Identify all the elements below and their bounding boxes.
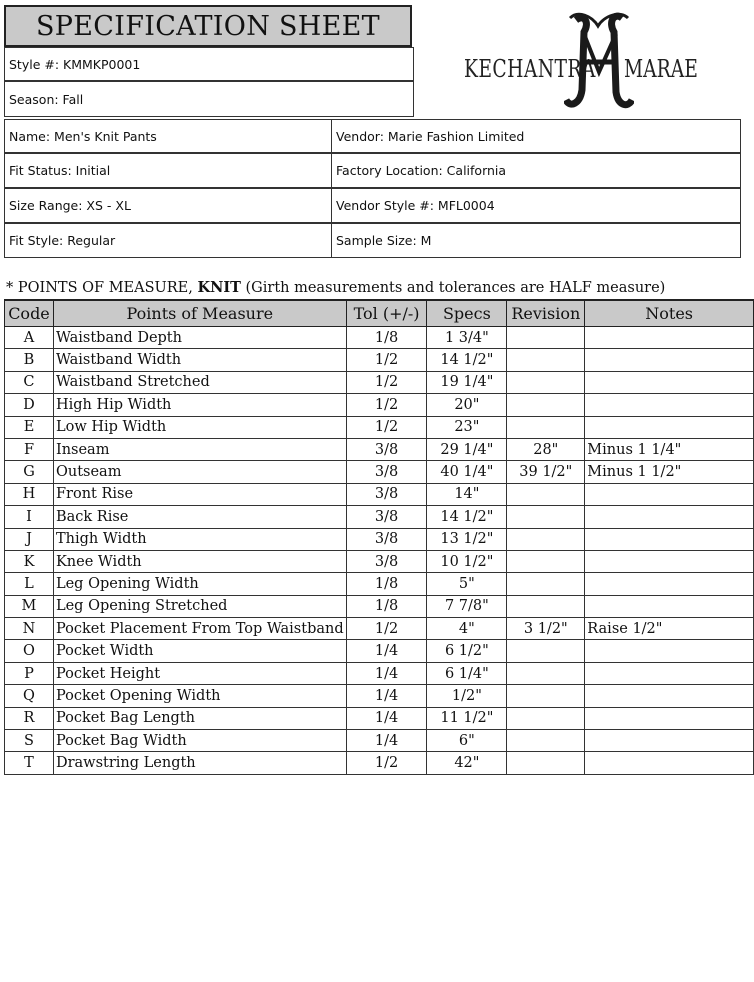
cell-tol: 1/4 bbox=[346, 707, 427, 729]
table-row bbox=[5, 327, 754, 349]
cell-code: K bbox=[5, 550, 54, 572]
fit-status: Fit Status: Initial bbox=[4, 153, 332, 188]
sample-size: Sample Size: M bbox=[331, 223, 741, 258]
brand-logo bbox=[452, 10, 732, 110]
pom-heading-bold: KNIT bbox=[197, 279, 241, 296]
cell-tol: 1/2 bbox=[346, 752, 427, 774]
cell-pom: Drawstring Length bbox=[53, 752, 346, 774]
cell-specs: 6 1/2" bbox=[427, 640, 507, 662]
table-row bbox=[5, 371, 754, 393]
cell-revision bbox=[507, 349, 585, 371]
cell-tol: 3/8 bbox=[346, 550, 427, 572]
header-specs: Specs bbox=[427, 300, 507, 327]
table-row bbox=[5, 640, 754, 662]
table-row bbox=[5, 752, 754, 774]
cell-code: A bbox=[5, 327, 54, 349]
cell-tol: 1/8 bbox=[346, 573, 427, 595]
cell-revision bbox=[507, 662, 585, 684]
cell-notes bbox=[585, 327, 754, 349]
cell-tol: 1/8 bbox=[346, 595, 427, 617]
cell-code: T bbox=[5, 752, 54, 774]
cell-notes bbox=[585, 685, 754, 707]
cell-revision bbox=[507, 506, 585, 528]
cell-specs: 14 1/2" bbox=[427, 349, 507, 371]
cell-tol: 3/8 bbox=[346, 528, 427, 550]
cell-pom: Pocket Width bbox=[53, 640, 346, 662]
cell-notes bbox=[585, 752, 754, 774]
table-row bbox=[5, 707, 754, 729]
cell-pom: Inseam bbox=[53, 438, 346, 460]
cell-code: I bbox=[5, 506, 54, 528]
cell-pom: Pocket Opening Width bbox=[53, 685, 346, 707]
cell-code: P bbox=[5, 662, 54, 684]
cell-tol: 1/2 bbox=[346, 371, 427, 393]
logo-right-text: MARAE bbox=[624, 55, 698, 83]
cell-code: E bbox=[5, 416, 54, 438]
cell-notes bbox=[585, 640, 754, 662]
cell-revision bbox=[507, 483, 585, 505]
cell-specs: 42" bbox=[427, 752, 507, 774]
cell-pom: Knee Width bbox=[53, 550, 346, 572]
product-name: Name: Men's Knit Pants bbox=[4, 119, 332, 153]
cell-notes: Minus 1 1/4" bbox=[585, 438, 754, 460]
cell-revision bbox=[507, 371, 585, 393]
style-number: Style #: KMMKP0001 bbox=[4, 47, 414, 81]
cell-pom: Thigh Width bbox=[53, 528, 346, 550]
cell-tol: 1/8 bbox=[346, 327, 427, 349]
cell-revision bbox=[507, 730, 585, 752]
cell-code: Q bbox=[5, 685, 54, 707]
cell-notes bbox=[585, 371, 754, 393]
season: Season: Fall bbox=[4, 81, 414, 117]
cell-specs: 14" bbox=[427, 483, 507, 505]
cell-notes bbox=[585, 483, 754, 505]
cell-code: G bbox=[5, 461, 54, 483]
cell-tol: 1/4 bbox=[346, 730, 427, 752]
cell-code: O bbox=[5, 640, 54, 662]
cell-pom: Pocket Bag Width bbox=[53, 730, 346, 752]
cell-notes bbox=[585, 707, 754, 729]
table-row bbox=[5, 662, 754, 684]
cell-notes bbox=[585, 528, 754, 550]
pom-table-body bbox=[5, 327, 754, 775]
points-of-measure-table bbox=[4, 299, 754, 775]
cell-tol: 3/8 bbox=[346, 438, 427, 460]
cell-specs: 6" bbox=[427, 730, 507, 752]
cell-specs: 10 1/2" bbox=[427, 550, 507, 572]
cell-revision bbox=[507, 685, 585, 707]
cell-revision bbox=[507, 394, 585, 416]
cell-pom: Waistband Depth bbox=[53, 327, 346, 349]
cell-pom: Pocket Bag Length bbox=[53, 707, 346, 729]
cell-specs: 14 1/2" bbox=[427, 506, 507, 528]
table-row bbox=[5, 595, 754, 617]
header-revision: Revision bbox=[507, 300, 585, 327]
cell-notes bbox=[585, 394, 754, 416]
header-notes: Notes bbox=[585, 300, 754, 327]
cell-tol: 1/4 bbox=[346, 685, 427, 707]
cell-notes bbox=[585, 730, 754, 752]
cell-pom: Leg Opening Width bbox=[53, 573, 346, 595]
cell-tol: 1/2 bbox=[346, 349, 427, 371]
cell-revision bbox=[507, 707, 585, 729]
cell-specs: 23" bbox=[427, 416, 507, 438]
cell-specs: 19 1/4" bbox=[427, 371, 507, 393]
cell-notes bbox=[585, 349, 754, 371]
table-row bbox=[5, 506, 754, 528]
cell-specs: 1/2" bbox=[427, 685, 507, 707]
header-code: Code bbox=[5, 300, 54, 327]
cell-specs: 5" bbox=[427, 573, 507, 595]
table-row bbox=[5, 685, 754, 707]
cell-notes bbox=[585, 573, 754, 595]
cell-code: J bbox=[5, 528, 54, 550]
cell-code: F bbox=[5, 438, 54, 460]
cell-revision: 39 1/2" bbox=[507, 461, 585, 483]
cell-revision bbox=[507, 550, 585, 572]
cell-code: H bbox=[5, 483, 54, 505]
cell-tol: 3/8 bbox=[346, 483, 427, 505]
cell-code: M bbox=[5, 595, 54, 617]
cell-pom: Waistband Width bbox=[53, 349, 346, 371]
pom-heading-suffix: (Girth measurements and tolerances are HALF measure) bbox=[240, 280, 666, 296]
cell-revision: 28" bbox=[507, 438, 585, 460]
cell-specs: 29 1/4" bbox=[427, 438, 507, 460]
cell-code: C bbox=[5, 371, 54, 393]
cell-tol: 3/8 bbox=[346, 506, 427, 528]
cell-revision bbox=[507, 528, 585, 550]
table-row bbox=[5, 730, 754, 752]
cell-pom: Waistband Stretched bbox=[53, 371, 346, 393]
cell-specs: 1 3/4" bbox=[427, 327, 507, 349]
vendor: Vendor: Marie Fashion Limited bbox=[331, 119, 741, 153]
cell-pom: Back Rise bbox=[53, 506, 346, 528]
cell-tol: 1/2 bbox=[346, 618, 427, 640]
fit-style: Fit Style: Regular bbox=[4, 223, 332, 258]
table-row bbox=[5, 394, 754, 416]
cell-pom: Front Rise bbox=[53, 483, 346, 505]
cell-pom: Leg Opening Stretched bbox=[53, 595, 346, 617]
cell-revision bbox=[507, 327, 585, 349]
cell-specs: 4" bbox=[427, 618, 507, 640]
table-row bbox=[5, 438, 754, 460]
header-pom: Points of Measure bbox=[53, 300, 346, 327]
cell-revision bbox=[507, 595, 585, 617]
cell-tol: 3/8 bbox=[346, 461, 427, 483]
table-row bbox=[5, 550, 754, 572]
cell-pom: Pocket Height bbox=[53, 662, 346, 684]
cell-specs: 13 1/2" bbox=[427, 528, 507, 550]
factory-location: Factory Location: California bbox=[331, 153, 741, 188]
cell-code: R bbox=[5, 707, 54, 729]
cell-code: D bbox=[5, 394, 54, 416]
table-row bbox=[5, 461, 754, 483]
cell-notes bbox=[585, 550, 754, 572]
cell-specs: 6 1/4" bbox=[427, 662, 507, 684]
cell-notes: Raise 1/2" bbox=[585, 618, 754, 640]
vendor-style: Vendor Style #: MFL0004 bbox=[331, 188, 741, 223]
cell-revision bbox=[507, 640, 585, 662]
cell-specs: 40 1/4" bbox=[427, 461, 507, 483]
cell-tol: 1/4 bbox=[346, 662, 427, 684]
cell-notes bbox=[585, 416, 754, 438]
cell-tol: 1/2 bbox=[346, 394, 427, 416]
cell-pom: Pocket Placement From Top Waistband bbox=[53, 618, 346, 640]
cell-code: S bbox=[5, 730, 54, 752]
cell-notes bbox=[585, 595, 754, 617]
table-row bbox=[5, 349, 754, 371]
size-range: Size Range: XS - XL bbox=[4, 188, 332, 223]
table-row bbox=[5, 618, 754, 640]
cell-tol: 1/2 bbox=[346, 416, 427, 438]
cell-notes: Minus 1 1/2" bbox=[585, 461, 754, 483]
cell-pom: Low Hip Width bbox=[53, 416, 346, 438]
cell-revision bbox=[507, 573, 585, 595]
cell-code: N bbox=[5, 618, 54, 640]
logo-left-text: KECHANTRA bbox=[464, 55, 596, 83]
cell-pom: High Hip Width bbox=[53, 394, 346, 416]
cell-notes bbox=[585, 506, 754, 528]
cell-revision bbox=[507, 752, 585, 774]
cell-code: B bbox=[5, 349, 54, 371]
cell-notes bbox=[585, 662, 754, 684]
table-row bbox=[5, 416, 754, 438]
table-row bbox=[5, 573, 754, 595]
pom-section-heading bbox=[6, 279, 665, 296]
pom-heading-prefix: * POINTS OF MEASURE, bbox=[6, 280, 198, 296]
cell-tol: 1/4 bbox=[346, 640, 427, 662]
cell-pom: Outseam bbox=[53, 461, 346, 483]
cell-specs: 20" bbox=[427, 394, 507, 416]
cell-code: L bbox=[5, 573, 54, 595]
cell-revision: 3 1/2" bbox=[507, 618, 585, 640]
table-row bbox=[5, 483, 754, 505]
cell-revision bbox=[507, 416, 585, 438]
sheet-title: SPECIFICATION SHEET bbox=[4, 5, 412, 47]
cell-specs: 7 7/8" bbox=[427, 595, 507, 617]
cell-specs: 11 1/2" bbox=[427, 707, 507, 729]
table-row bbox=[5, 528, 754, 550]
header-tol: Tol (+/-) bbox=[346, 300, 427, 327]
